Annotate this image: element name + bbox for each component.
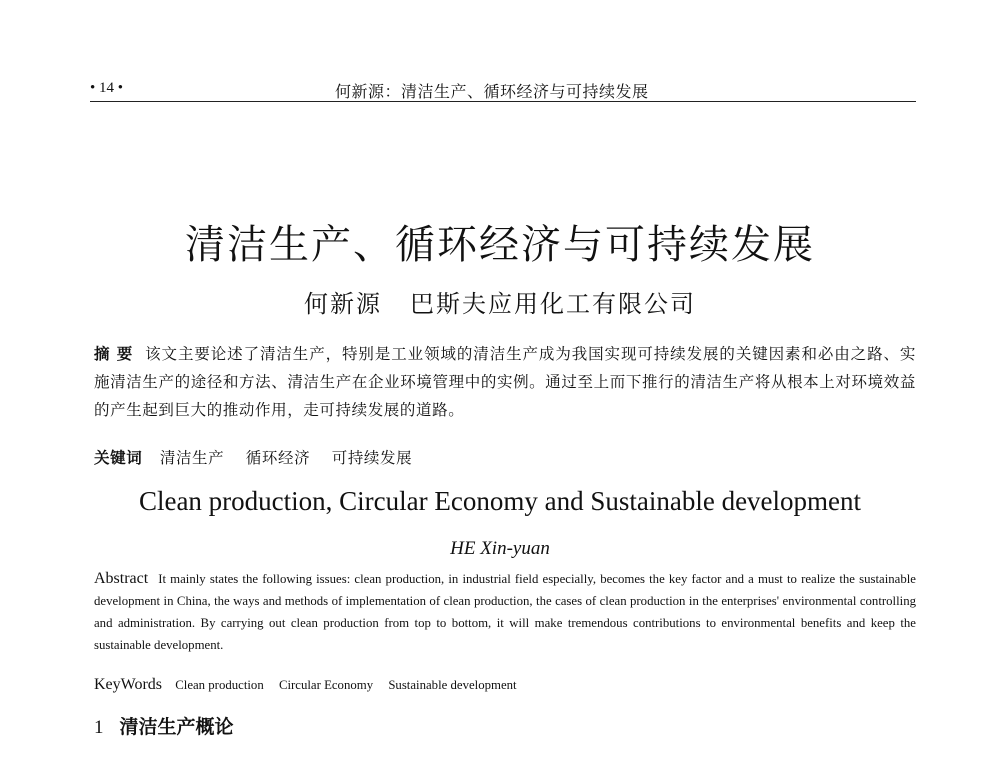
- abstract-text-zh: 该文主要论述了清洁生产，特别是工业领域的清洁生产成为我国实现可持续发展的关键因素和必由之路、实施清洁生产的途径和方法、清洁生产在企业环境管理中的实例。通过至上而下推行的清洁生产将从根本上对环境效益的产生起到巨大的推动作用，走可持续发展的道路。: [94, 345, 916, 419]
- running-title: 何新源：清洁生产、循环经济与可持续发展: [335, 82, 649, 101]
- page-number: • 14 •: [90, 80, 124, 96]
- author-name-en: HE Xin-yuan: [450, 538, 550, 559]
- paper-title-zh: 清洁生产、循环经济与可持续发展: [185, 222, 815, 268]
- keyword-en: Circular Economy: [278, 678, 374, 692]
- author-line-zh: [0, 284, 1000, 319]
- keyword-zh: 清洁生产: [159, 449, 225, 467]
- abstract-text-en: It mainly states the following issues: clean production, in industrial field especially, becomes the key factor and a must to realize the sustainable development in China, the ways and methods of implementation of clean production, the cases of clean production in the enterprises' environmental controlling and administration. By carrying out clean production from top to bottom, it will make tremendous contributions to environmental benefits and keep the sustainable development.: [94, 572, 916, 652]
- abstract-label-zh: 摘 要: [94, 345, 134, 363]
- section-heading: [94, 712, 234, 739]
- author-affiliation-zh: 巴斯夫应用化工有限公司: [410, 290, 696, 318]
- keyword-en: Clean production: [175, 678, 264, 692]
- section-title: 清洁生产概论: [119, 716, 234, 738]
- paper-title-en: Clean production, Circular Economy and Sustainable development: [138, 486, 862, 516]
- keywords-label-zh: 关键词: [94, 449, 143, 467]
- abstract-label-en: Abstract: [94, 570, 149, 587]
- section-number: 1: [94, 717, 104, 738]
- abstract-en: [94, 568, 916, 656]
- abstract-zh: [94, 340, 916, 424]
- page-header: [90, 78, 916, 102]
- keywords-label-en: KeyWords: [94, 676, 163, 693]
- author-name-zh: 何新源: [304, 290, 382, 318]
- keyword-en: Sustainable development: [388, 678, 517, 692]
- header-rule: [90, 101, 916, 102]
- keywords-zh: [94, 446, 428, 468]
- keyword-zh: 循环经济: [245, 449, 311, 467]
- keywords-en: [94, 676, 529, 694]
- keyword-zh: 可持续发展: [331, 449, 413, 467]
